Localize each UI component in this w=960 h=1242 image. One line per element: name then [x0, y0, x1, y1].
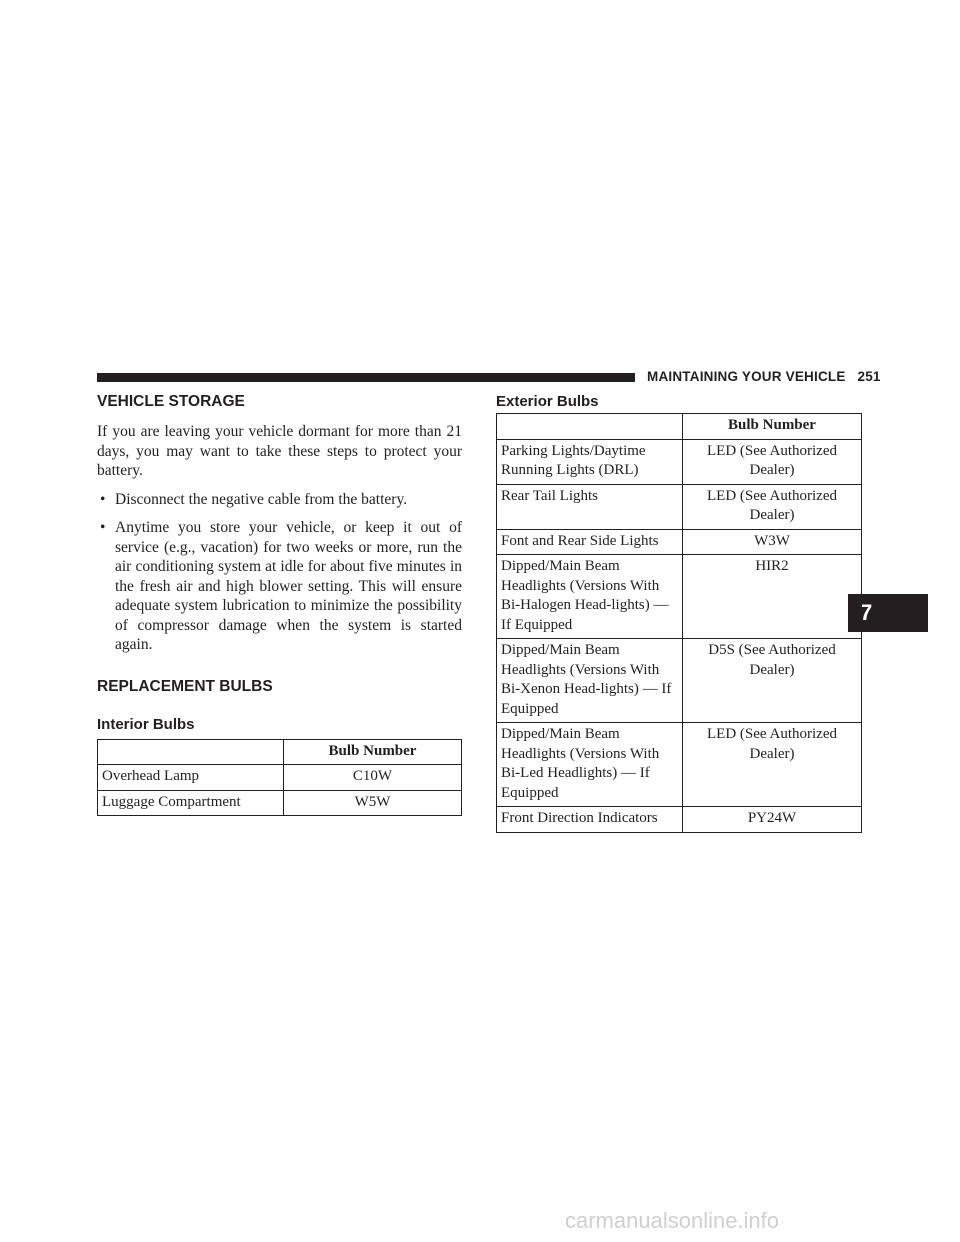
bulb-number: D5S (See Authorized Dealer)	[683, 639, 862, 723]
exterior-bulbs-heading: Exterior Bulbs	[496, 393, 599, 410]
bulb-number: PY24W	[683, 807, 862, 833]
bulb-number: W5W	[284, 790, 462, 816]
table-row	[497, 723, 862, 807]
vehicle-storage-heading: VEHICLE STORAGE	[97, 393, 245, 410]
table-row	[497, 529, 862, 555]
left-column	[97, 392, 462, 816]
page-number: 251	[857, 369, 881, 384]
bulb-location: Font and Rear Side Lights	[497, 529, 683, 555]
bulb-number: LED (See Authorized Dealer)	[683, 484, 862, 529]
vehicle-storage-intro: If you are leaving your vehicle dormant for more than 21 days, you may want to take these steps to protect your battery.	[97, 423, 462, 479]
bullet-icon: •	[100, 490, 106, 508]
bulb-location: Front Direction Indicators	[497, 807, 683, 833]
bulb-number: C10W	[284, 765, 462, 791]
header-title: MAINTAINING YOUR VEHICLE	[647, 369, 846, 384]
interior-bulbs-table	[97, 739, 462, 817]
table-row	[497, 555, 862, 639]
column-header: Bulb Number	[284, 739, 462, 765]
storage-bullet-list	[97, 490, 462, 655]
right-column	[496, 392, 862, 833]
table-header-row	[98, 739, 462, 765]
bulb-number: LED (See Authorized Dealer)	[683, 723, 862, 807]
bulb-location: Dipped/Main Beam Headlights (Versions With Bi-Led Headlights) — If Equipped	[497, 723, 683, 807]
bulb-location: Dipped/Main Beam Headlights (Versions With Bi-Xenon Head-lights) — If Equipped	[497, 639, 683, 723]
column-header: Bulb Number	[683, 414, 862, 440]
bulb-number: W3W	[683, 529, 862, 555]
table-row	[98, 790, 462, 816]
header-rule	[97, 373, 635, 382]
bulb-location: Dipped/Main Beam Headlights (Versions With Bi-Halogen Head-lights) — If Equipped	[497, 555, 683, 639]
table-row	[497, 807, 862, 833]
table-header-row	[497, 414, 862, 440]
running-header	[647, 369, 881, 384]
list-item: • Disconnect the negative cable from the battery.	[100, 490, 408, 508]
bulb-location: Overhead Lamp	[98, 765, 284, 791]
table-row	[497, 639, 862, 723]
table-row	[497, 484, 862, 529]
replacement-bulbs-heading: REPLACEMENT BULBS	[97, 677, 273, 695]
bulb-location: Parking Lights/Daytime Running Lights (DRL)	[497, 439, 683, 484]
watermark: carmanualsonline.info	[565, 1208, 780, 1233]
bulb-location: Rear Tail Lights	[497, 484, 683, 529]
bulb-location: Luggage Compartment	[98, 790, 284, 816]
table-row	[497, 439, 862, 484]
bullet-icon: •	[100, 519, 106, 536]
table-row	[98, 765, 462, 791]
exterior-bulbs-table	[496, 413, 862, 833]
interior-bulbs-heading: Interior Bulbs	[97, 715, 195, 733]
bulb-number: HIR2	[683, 555, 862, 639]
bulb-number: LED (See Authorized Dealer)	[683, 439, 862, 484]
chapter-tab: 7	[848, 594, 928, 632]
list-item: • Anytime you store your vehicle, or keep it out of service (e.g., vacation) for two weeks or more, run the air conditioning system at idle for about five minutes in the fresh air and high blower setting. This will ensure adequate system lubrication to minimize the possibility of compressor damage when the system is started again.	[100, 519, 462, 653]
